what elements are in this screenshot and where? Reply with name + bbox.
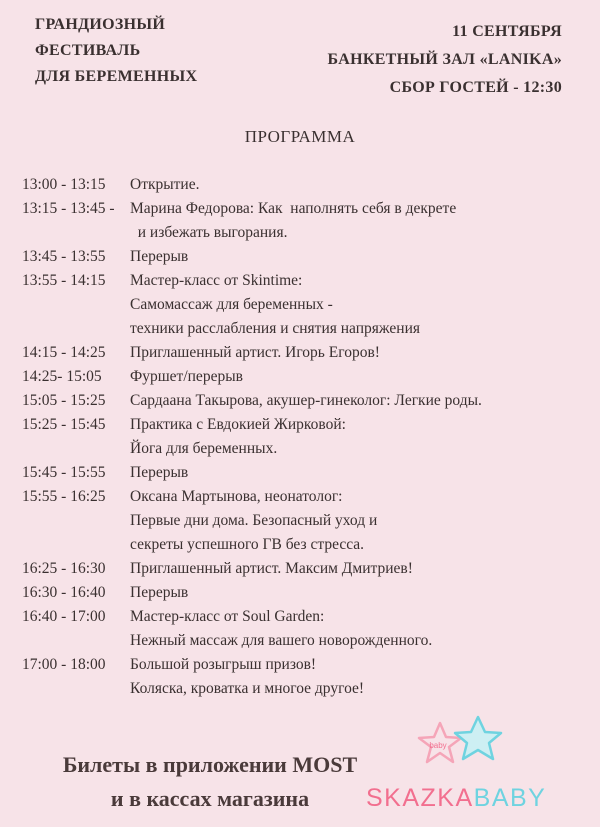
program-item-line: Перерыв [130, 584, 189, 601]
program-item-description [130, 557, 413, 581]
logo-text [366, 784, 546, 813]
festival-title-line: ГРАНДИОЗНЫЙ [35, 16, 166, 33]
guest-arrival-time: СБОР ГОСТЕЙ - 12:30 [389, 79, 562, 96]
cyan-star-icon [455, 717, 501, 759]
logo-text-skazka: SKAZKA [366, 784, 474, 812]
event-venue: БАНКЕТНЫЙ ЗАЛ «LANIKA» [327, 51, 562, 68]
program-item-time: 13:15 - 13:45 - [22, 200, 115, 217]
festival-title-line: ФЕСТИВАЛЬ [35, 42, 141, 59]
program-item-description [130, 389, 482, 413]
program-title: ПРОГРАММА [244, 127, 356, 146]
program-item-line: Нежный массаж для вашего новорожденного. [130, 632, 433, 649]
program-item-description [130, 485, 377, 557]
program-item-line: Коляска, кроватка и многое другое! [130, 680, 365, 697]
program-item-time: 13:45 - 13:55 [22, 248, 106, 265]
program-item-description [130, 245, 188, 269]
program-item-line: Йога для беременных. [130, 440, 278, 457]
program-item-time: 14:25- 15:05 [22, 368, 102, 385]
program-item-line: и избежать выгорания. [130, 224, 288, 241]
program-item-description [130, 197, 456, 245]
tickets-line: и в кассах магазина [110, 786, 310, 811]
program-item-time: 15:05 - 15:25 [22, 392, 106, 409]
program-item [22, 485, 592, 557]
program-item [22, 581, 592, 605]
tickets-line: Билеты в приложении MOST [62, 752, 358, 777]
program-item-time: 15:25 - 15:45 [22, 416, 106, 433]
program-item-line: Мастер-класс от Skintime: [130, 272, 303, 289]
logo-text-baby: BABY [473, 784, 547, 812]
program-item-time: 16:30 - 16:40 [22, 584, 106, 601]
program-item-time: 13:00 - 13:15 [22, 176, 106, 193]
program-item-line: Перерыв [130, 464, 189, 481]
tickets-info [30, 748, 390, 816]
program-item-description [130, 653, 364, 701]
program-item-time: 16:40 - 17:00 [22, 608, 106, 625]
logo-star-label: baby [429, 741, 447, 750]
program-item-description [130, 461, 188, 485]
program-item-time: 13:55 - 14:15 [22, 272, 106, 289]
program-item-description [130, 365, 243, 389]
event-details [328, 18, 562, 102]
program-item-description [130, 341, 380, 365]
program-item [22, 365, 592, 389]
program-item [22, 173, 592, 197]
program-item-time: 14:15 - 14:25 [22, 344, 106, 361]
program-item-line: Мастер-класс от Soul Garden: [130, 608, 325, 625]
program-item [22, 413, 592, 461]
program-item-time: 16:25 - 16:30 [22, 560, 106, 577]
program-item [22, 197, 592, 245]
program-item-description [130, 605, 432, 653]
program-item-line: Самомассаж для беременных - [130, 296, 333, 313]
program-item-line: техники расслабления и снятия напряжения [130, 320, 420, 337]
program-item [22, 245, 592, 269]
program-item-line: Большой розыгрыш призов! [130, 656, 317, 673]
skazkababy-logo [362, 715, 562, 820]
festival-title-line: ДЛЯ БЕРЕМЕННЫХ [35, 68, 198, 85]
program-item-line: Фуршет/перерыв [130, 368, 243, 385]
program-item [22, 653, 592, 701]
program-item-line: Марина Федорова: Как наполнять себя в декрете [130, 200, 457, 217]
program-item-description [130, 413, 346, 461]
program-item-line: Первые дни дома. Безопасный уход и [130, 512, 378, 529]
program-item-line: Приглашенный артист. Максим Дмитриев! [130, 560, 413, 577]
program-item [22, 605, 592, 653]
program-item [22, 341, 592, 365]
program-item-line: Приглашенный артист. Игорь Егоров! [130, 344, 380, 361]
program-item-line: Перерыв [130, 248, 189, 265]
program-item-time: 17:00 - 18:00 [22, 656, 106, 673]
program-item-description [130, 581, 188, 605]
program-item-line: Сардаана Такырова, акушер-гинеколог: Легкие роды. [130, 392, 482, 409]
program-item [22, 557, 592, 581]
program-item-description [130, 269, 420, 341]
program-item-time: 15:55 - 16:25 [22, 488, 106, 505]
program-item-line: Практика с Евдокией Жирковой: [130, 416, 346, 433]
program-item [22, 269, 592, 341]
stars-icon [412, 715, 512, 783]
program-item-description [130, 173, 200, 197]
event-date: 11 СЕНТЯБРЯ [452, 23, 562, 40]
program-item-line: секреты успешного ГВ без стресса. [130, 536, 365, 553]
program-item-time: 15:45 - 15:55 [22, 464, 106, 481]
festival-title [35, 12, 197, 90]
program-item-line: Оксана Мартынова, неонатолог: [130, 488, 343, 505]
program-item [22, 389, 592, 413]
program-item [22, 461, 592, 485]
program-item-line: Открытие. [130, 176, 200, 193]
program-schedule [22, 173, 592, 701]
